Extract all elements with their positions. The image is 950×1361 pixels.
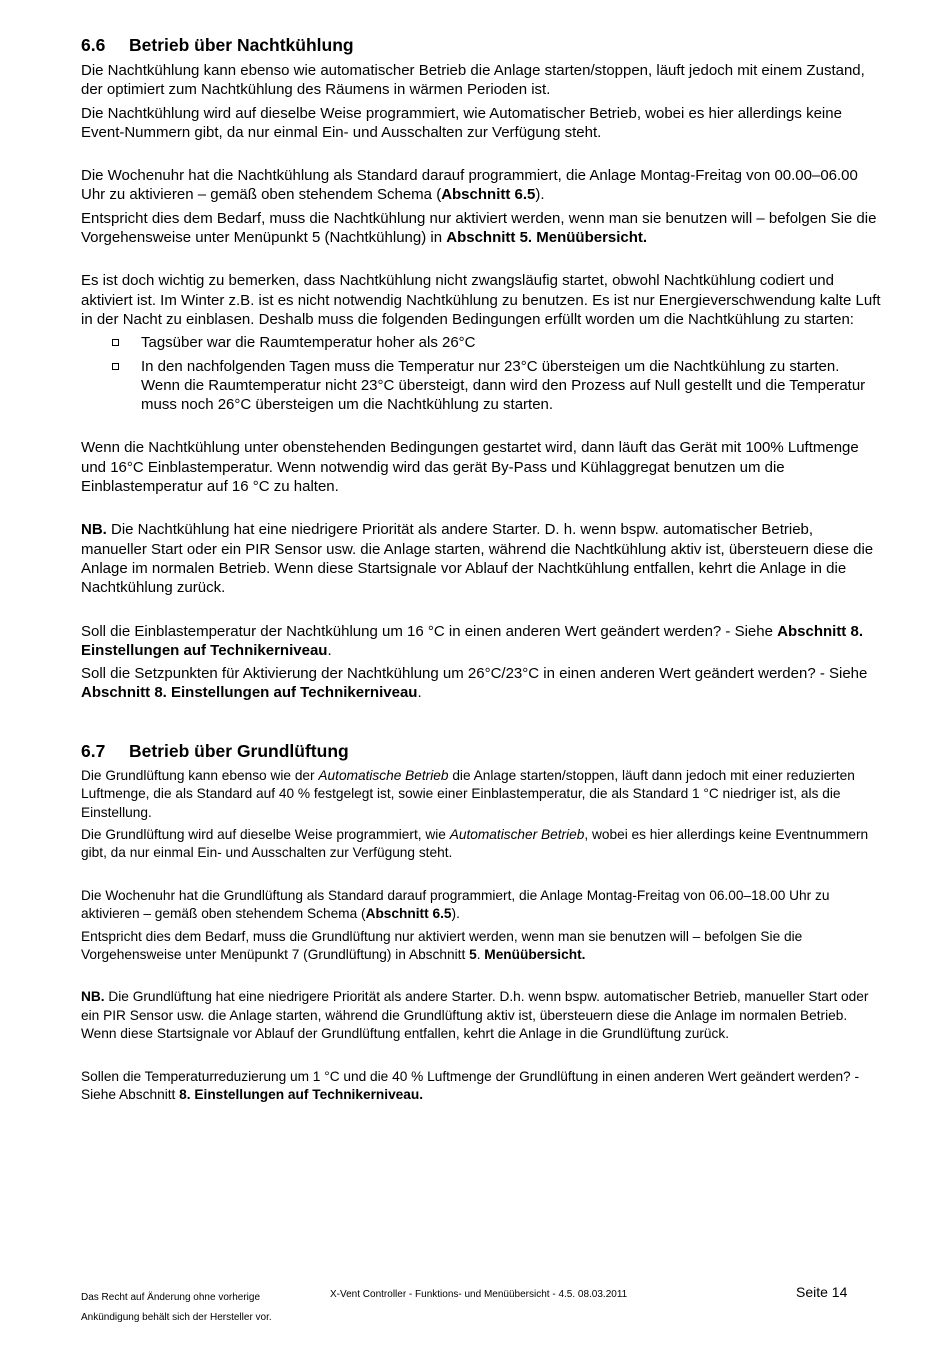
- paragraph: Die Nachtkühlung kann ebenso wie automatischer Betrieb die Anlage starten/stoppen, läuft jedoch mit einem Zustand, der optimiert zum Nachtkühlung des Räumens in wärmen Perioden ist.: [81, 62, 865, 99]
- section-heading-6-7: [81, 740, 881, 762]
- section-title: Betrieb über Grundlüftung: [129, 740, 349, 761]
- paragraph: Die Grundlüftung kann ebenso wie der Automatische Betrieb die Anlage starten/stoppen, läuft dann jedoch mit einer reduzierten Luftmenge, die als Standard auf 40 % festgelegt ist, sowie einer Einblastemperatur, die als Standard 1 °C niedriger ist, als die Einstellung.: [81, 767, 855, 820]
- paragraph: Die Nachtkühlung wird auf dieselbe Weise programmiert, wie Automatischer Betrieb, wobei es hier allerdings keine Event-Nummern gibt, da nur einmal Ein- und Ausschalten zur Verfügung steht.: [81, 104, 842, 141]
- note-paragraph: NB. Die Grundlüftung hat eine niedrigere Priorität als andere Starter. D.h. wenn bspw. automatischer Betrieb, manueller Start oder ein PIR Sensor usw. die Anlage starten, während die Grundlüftung aktiv ist, übersteuern diese die Anlage im normalen Betrieb. Wenn diese Startsignale vor Ablauf der Grundlüftung entfallen, kehrt die Anlage in die Grundlüftung zurück.: [81, 989, 869, 1042]
- note-paragraph: NB. Die Nachtkühlung hat eine niedrigere Priorität als andere Starter. D. h. wenn bspw. automatischer Betrieb, manueller Start oder ein PIR Sensor usw. die Anlage starten, während die Nachtkühlung aktiv ist, übersteuern diese die Anlage im normalen Betrieb. Wenn diese Startsignale vor Ablauf der Nachtkühlung entfallen, kehrt die Anlage in die Nachtkühlung zurück.: [81, 521, 874, 597]
- paragraph: Es ist doch wichtig zu bemerken, dass Nachtkühlung nicht zwangsläufig startet, obwohl Nachtkühlung codiert und aktiviert ist. Im Winter z.B. ist es nicht notwendig Nachtkühlung zu benutzen. Es ist nur Energieverschwendung kalte Luft in der Nacht zu einblasen. Deshalb muss die folgenden Bedingungen erfüllt worden um die Nachtkühlung zu starten:: [81, 272, 881, 328]
- section-title: Betrieb über Nachtkühlung: [129, 35, 354, 55]
- footer-document-title: X-Vent Controller - Funktions- und Menüübersicht - 4.5. 08.03.2011: [330, 1289, 628, 1300]
- paragraph: Soll die Setzpunkten für Aktivierung der Nachtkühlung um 26°C/23°C in einen anderen Wert geändert werden? - Siehe Abschnitt 8. Einstellungen auf Technikerniveau.: [81, 665, 868, 702]
- paragraph: Sollen die Temperaturreduzierung um 1 °C und die 40 % Luftmenge der Grundlüftung in einen anderen Wert geändert werden? - Siehe Abschnitt 8. Einstellungen auf Technikerniveau.: [81, 1068, 860, 1102]
- paragraph: Entspricht dies dem Bedarf, muss die Nachtkühlung nur aktiviert werden, wenn man sie benutzen will – befolgen Sie die Vorgehensweise unter Menüpunkt 5 (Nachtkühlung) in Abschnitt 5. Menüübersicht.: [81, 209, 877, 247]
- paragraph: Die Wochenuhr hat die Nachtkühlung als Standard darauf programmiert, die Anlage Montag-Freitag von 00.00–06.00 Uhr zu aktivieren – gemäß oben stehendem Schema (Abschnitt 6.5).: [81, 167, 858, 204]
- checkbox-bullet-icon: [112, 363, 119, 370]
- footer-disclaimer: Das Recht auf Änderung ohne vorherige Ankündigung behält sich der Hersteller vor.: [81, 1292, 272, 1323]
- list-item: Tagsüber war die Raumtemperatur hoher als 26°C: [81, 333, 881, 352]
- paragraph: Soll die Einblastemperatur der Nachtkühlung um 16 °C in einen anderen Wert geändert werden? - Siehe Abschnitt 8. Einstellungen auf Technikerniveau.: [81, 622, 863, 659]
- document-page: [81, 34, 881, 1108]
- page-number: Seite 14: [796, 1284, 848, 1300]
- paragraph: Die Grundlüftung wird auf dieselbe Weise programmiert, wie Automatischer Betrieb, wobei es hier allerdings keine Eventnummern gibt, da nur einmal Ein- und Ausschalten zur Verfügung steht.: [81, 826, 869, 861]
- section-heading-6-6: [81, 34, 881, 56]
- condition-list: [81, 333, 881, 414]
- paragraph: Entspricht dies dem Bedarf, muss die Grundlüftung nur aktiviert werden, wenn man sie benutzen will – befolgen Sie die Vorgehensweise unter Menüpunkt 7 (Grundlüftung) in Abschnitt 5. Menüübersicht.: [81, 928, 803, 962]
- paragraph: Wenn die Nachtkühlung unter obenstehenden Bedingungen gestartet wird, dann läuft das Gerät mit 100% Luftmenge und 16°C Einblastemperatur. Wenn notwendig wird das gerät By-Pass und Kühlaggregat benutzen um die Einblastemperatur auf 16 °C zu halten.: [81, 439, 859, 496]
- checkbox-bullet-icon: [112, 339, 119, 346]
- list-item: In den nachfolgenden Tagen muss die Temperatur nur 23°C übersteigen um die Nachtkühlung zu starten. Wenn die Raumtemperatur nicht 23°C übersteigt, dann wird den Prozess auf Null gestellt und die Temperatur muss noch 26°C übersteigen um die Nachtkühlung zu starten.: [81, 357, 881, 415]
- paragraph: Die Wochenuhr hat die Grundlüftung als Standard darauf programmiert, die Anlage Montag-Freitag von 06.00–18.00 Uhr zu aktivieren – gemäß oben stehendem Schema (Abschnitt 6.5).: [81, 887, 830, 922]
- section-number: 6.7: [81, 740, 106, 761]
- section-number: 6.6: [81, 35, 106, 55]
